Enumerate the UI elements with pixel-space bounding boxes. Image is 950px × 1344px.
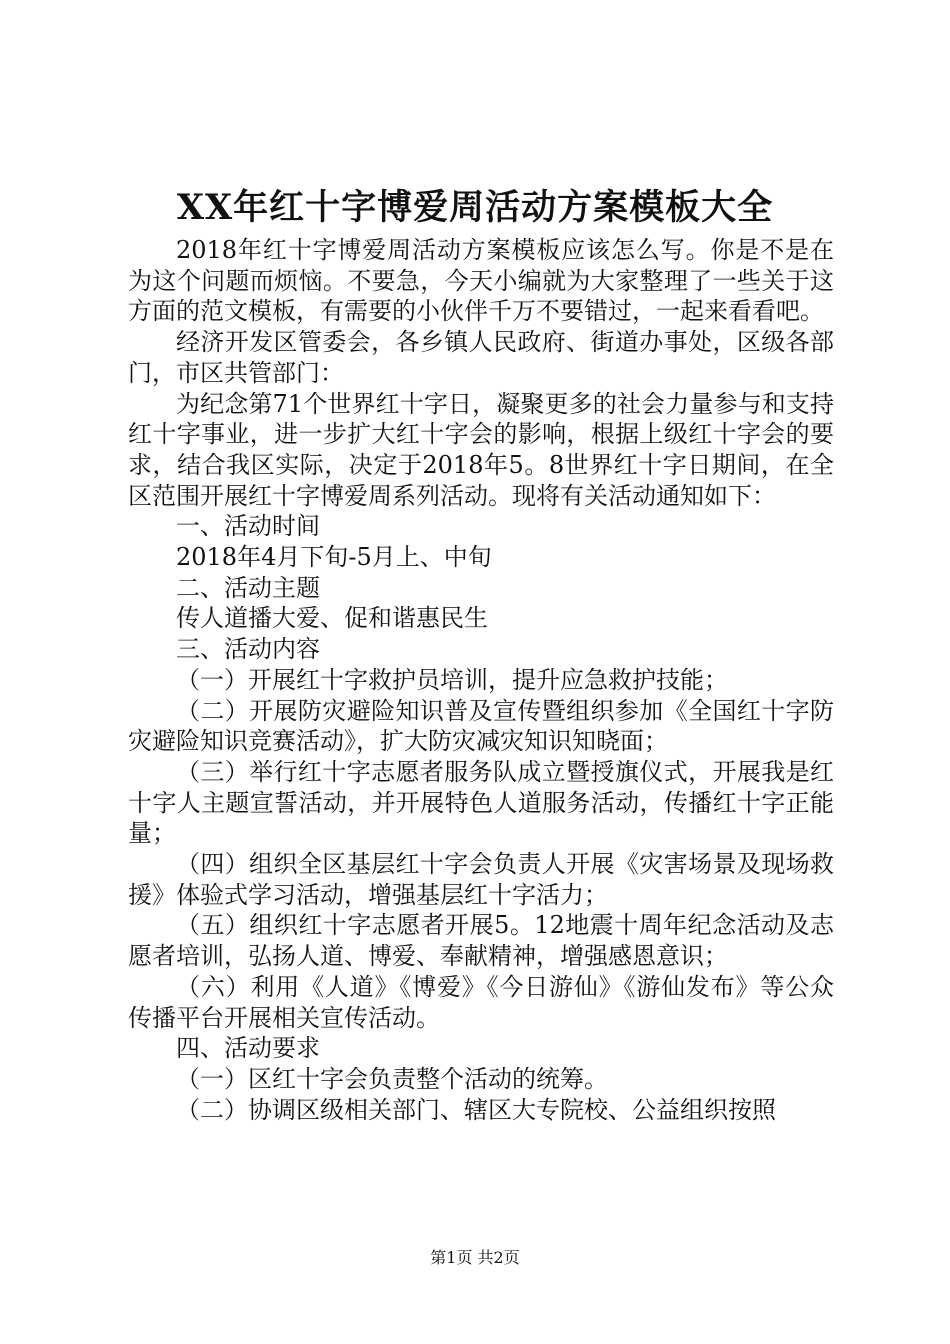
document-title: XX年红十字博爱周活动方案模板大全 — [176, 187, 774, 228]
list-item: （二）协调区级相关部门、辖区大专院校、公益组织按照 — [176, 1095, 776, 1124]
list-item: （四）组织全区基层红十字会负责人开展《灾害场景及现场救援》体验式学习活动，增强基层红十字活力； — [128, 850, 834, 909]
section-heading: 三、活动内容 — [176, 635, 320, 664]
paragraph: 为纪念第71个世界红十字日，凝聚更多的社会力量参与和支持红十字事业，进一步扩大红十字会的影响，根据上级红十字会的要求，结合我区实际，决定于2018年5。8世界红十字日期间，在全区范围开展红十字博爱周系列活动。现将有关活动通知如下： — [128, 389, 834, 510]
section-heading: 二、活动主题 — [176, 573, 320, 602]
section-heading: 四、活动要求 — [176, 1034, 320, 1063]
paragraph: 经济开发区管委会，各乡镇人民政府、街道办事处，区级各部门，市区共管部门： — [128, 328, 834, 387]
list-item: （三）举行红十字志愿者服务队成立暨授旗仪式，开展我是红十字人主题宣誓活动，并开展特色人道服务活动，传播红十字正能量； — [128, 757, 834, 848]
paragraph: 2018年红十字博爱周活动方案模板应该怎么写。你是不是在为这个问题而烦恼。不要急，今天小编就为大家整理了一些关于这方面的范文模板，有需要的小伙伴千万不要错过，一起来看看吧。 — [128, 236, 834, 326]
list-item: （一）开展红十字救护员培训，提升应急救护技能； — [176, 665, 728, 694]
list-item: （一）区红十字会负责整个活动的统筹。 — [176, 1064, 608, 1093]
paragraph: 2018年4月下旬-5月上、中旬 — [176, 543, 492, 572]
page-number-footer: 第1页 共2页 — [430, 1248, 520, 1267]
document-body — [128, 235, 834, 1125]
section-heading: 一、活动时间 — [176, 512, 320, 541]
list-item: （五）组织红十字志愿者开展5。12地震十周年纪念活动及志愿者培训，弘扬人道、博爱、奉献精神，增强感恩意识； — [128, 911, 834, 971]
list-item: （六）利用《人道》《博爱》《今日游仙》《游仙发布》等公众传播平台开展相关宣传活动。 — [128, 972, 834, 1032]
paragraph: 传人道播大爱、促和谐惠民生 — [176, 604, 488, 633]
list-item: （二）开展防灾避险知识普及宣传暨组织参加《全国红十字防灾避险知识竞赛活动》，扩大防灾减灾知识知晓面； — [128, 696, 834, 756]
